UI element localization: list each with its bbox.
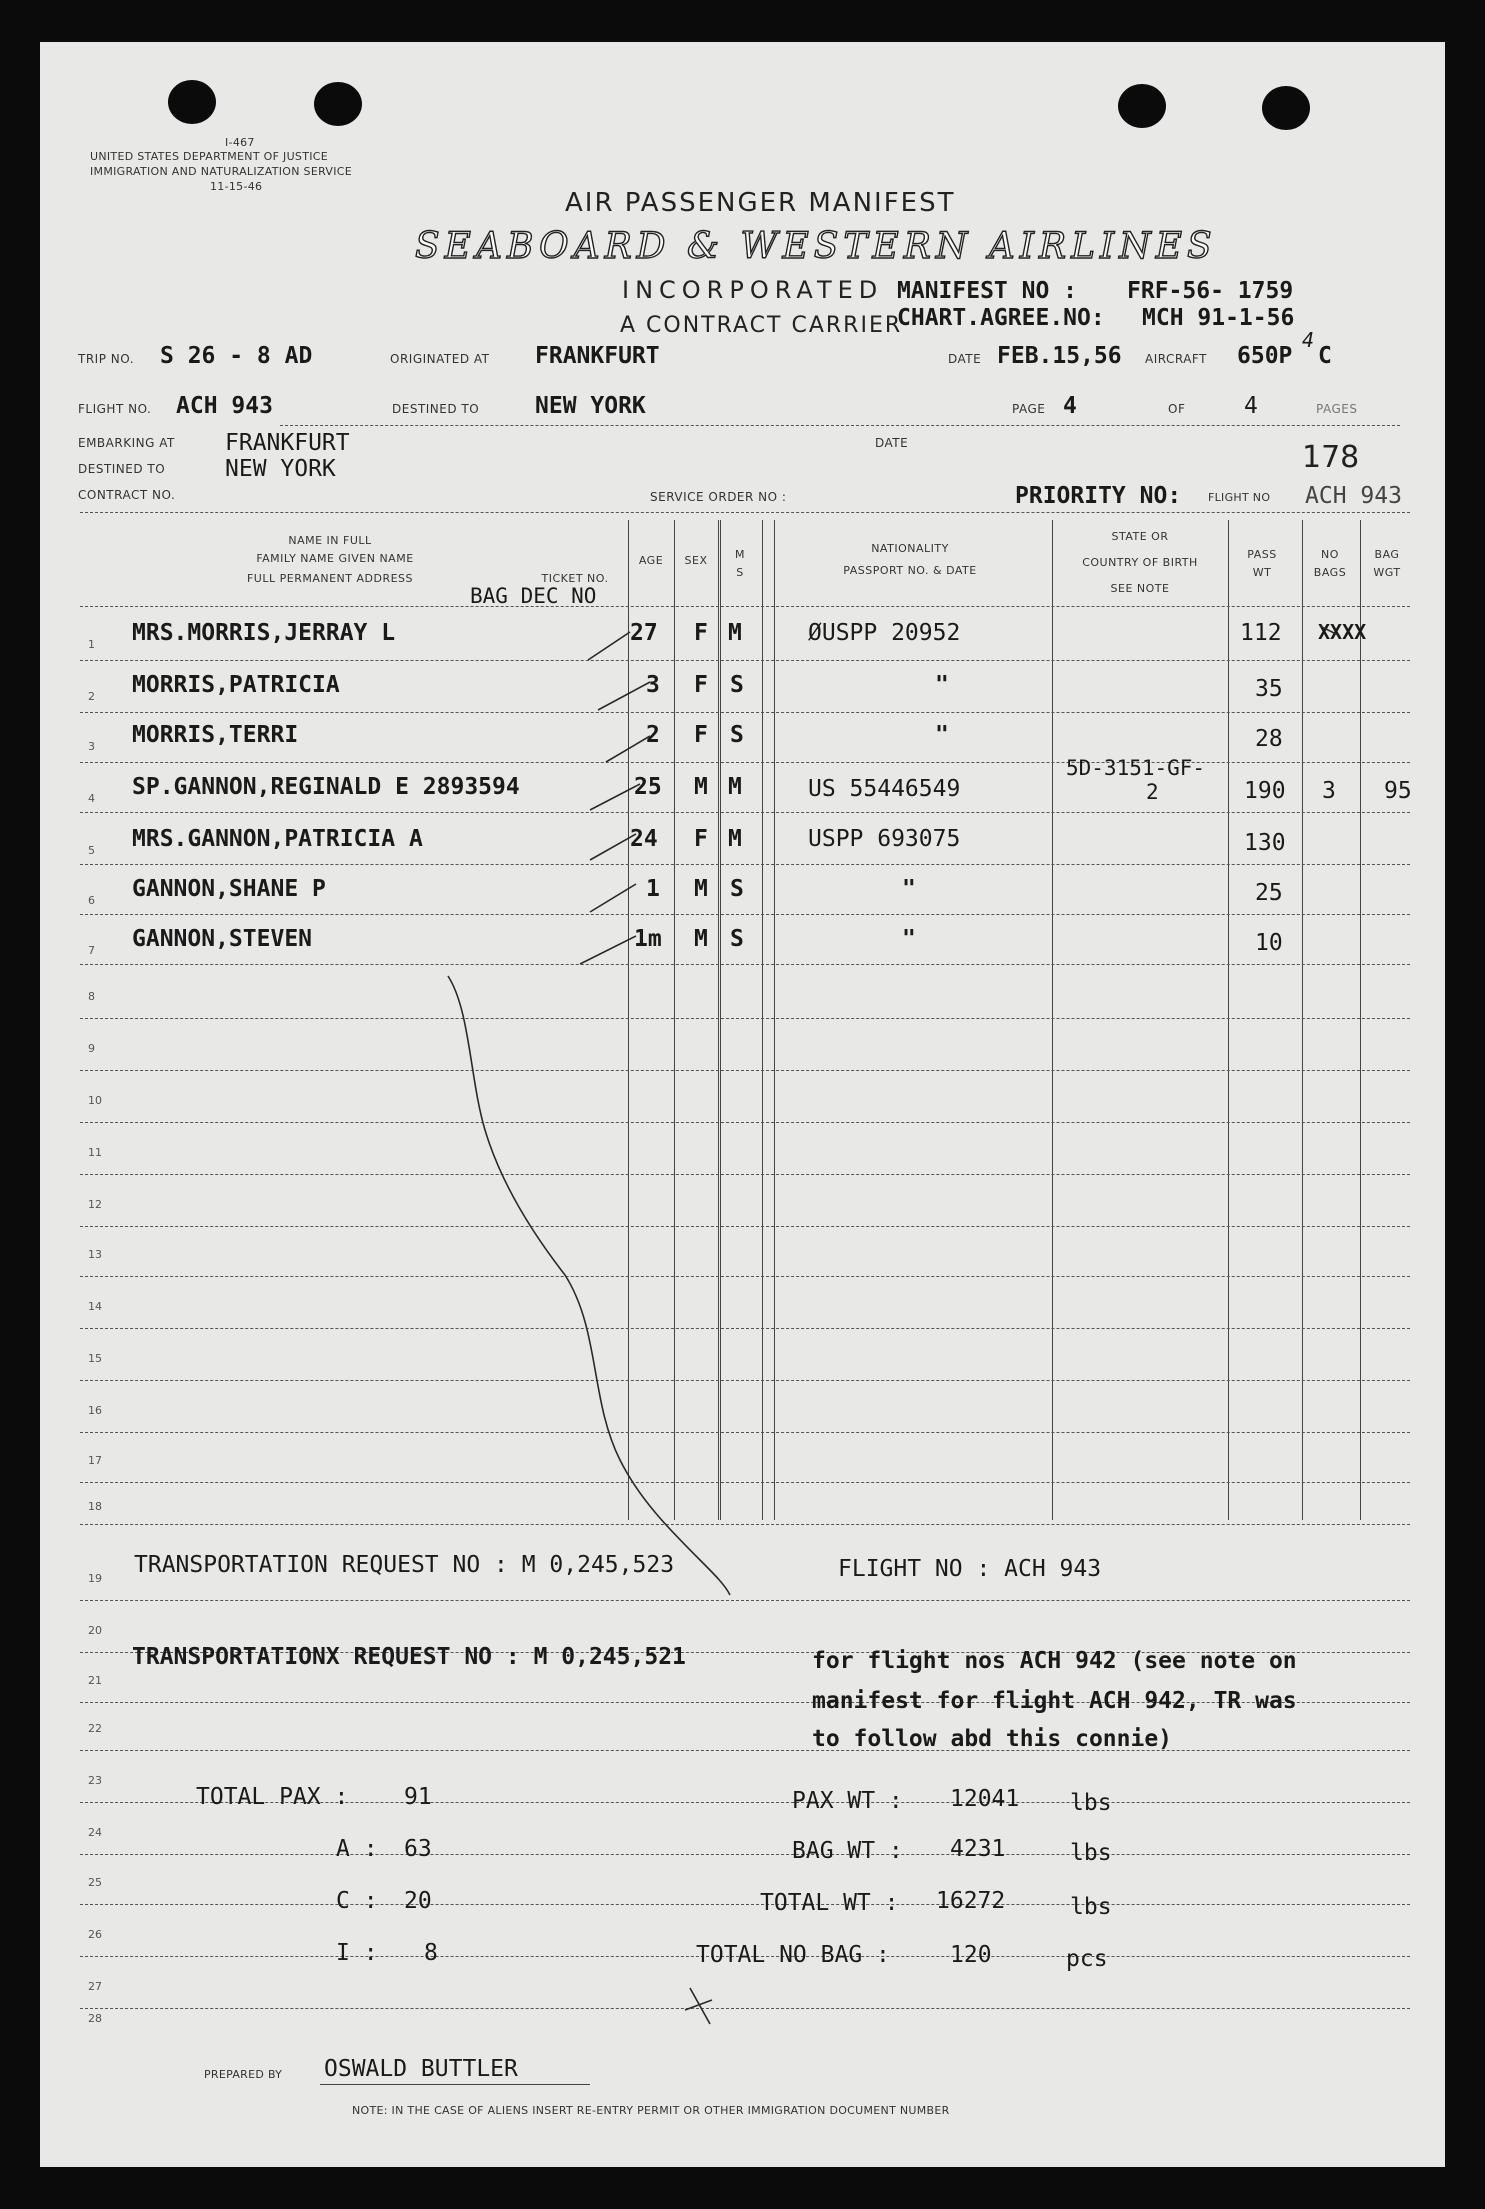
- passenger-weight: 28: [1255, 726, 1283, 752]
- bag-wt-label: BAG WT :: [792, 1838, 903, 1864]
- row-number: 21: [88, 1674, 102, 1687]
- flight-no-label: FLIGHT NO.: [78, 402, 152, 416]
- total-pages: 4: [1244, 393, 1258, 419]
- header-no-bags: NO: [1321, 548, 1339, 561]
- pen-tick: [590, 834, 636, 860]
- row-number: 2: [88, 690, 95, 703]
- passenger-bags: XXXX: [1318, 620, 1367, 644]
- passenger-passport: US 55446549: [808, 776, 961, 802]
- row-number: 14: [88, 1300, 102, 1313]
- incorporated-label: INCORPORATED: [622, 276, 884, 304]
- row-number: 27: [88, 1980, 102, 1993]
- department-name: UNITED STATES DEPARTMENT OF JUSTICE: [90, 150, 329, 163]
- pen-tick: [588, 632, 630, 660]
- destined2: NEW YORK: [225, 456, 336, 482]
- service-order-label: SERVICE ORDER NO :: [650, 490, 787, 504]
- contract-carrier-label: A CONTRACT CARRIER: [620, 313, 903, 338]
- prepared-by-label: PREPARED BY: [204, 2068, 283, 2081]
- header-ms-m: M: [735, 548, 745, 561]
- class-c-count: 20: [404, 1888, 432, 1914]
- passenger-marital: M: [728, 620, 742, 646]
- header-pass-wt: WT: [1252, 566, 1272, 579]
- priority-label: PRIORITY NO:: [1015, 483, 1182, 509]
- row-number: 13: [88, 1248, 102, 1261]
- aircraft: 650P: [1237, 343, 1293, 369]
- pen-tick: [606, 736, 650, 762]
- passenger-marital: S: [730, 926, 744, 952]
- manifest-no: FRF-56- 1759: [1127, 278, 1294, 304]
- passenger-sex: F: [694, 672, 708, 698]
- total-wt: 16272: [936, 1888, 1006, 1914]
- row-number: 7: [88, 944, 95, 957]
- passenger-sex: F: [694, 620, 708, 646]
- transportation-request-1-flight: FLIGHT NO : ACH 943: [838, 1556, 1102, 1582]
- date2-label: DATE: [875, 436, 909, 450]
- total-pax: 91: [404, 1784, 432, 1810]
- contract-label: CONTRACT NO.: [78, 488, 176, 502]
- passenger-passport: ": [935, 722, 949, 748]
- header-family-given: FAMILY NAME GIVEN NAME: [256, 552, 414, 565]
- passenger-name: MORRIS,PATRICIA: [132, 672, 340, 698]
- pen-cross: [685, 1988, 712, 2024]
- transportation-request-2: TRANSPORTATIONX REQUEST NO : M 0,245,521: [132, 1644, 686, 1670]
- passenger-name: GANNON,SHANE P: [132, 876, 326, 902]
- page-label: PAGE: [1012, 402, 1046, 416]
- passenger-age: 2: [646, 722, 660, 748]
- row-number: 6: [88, 894, 95, 907]
- tr2-note-line3: to follow abd this connie): [812, 1726, 1173, 1752]
- passenger-marital: M: [728, 826, 742, 852]
- header-bag-dec: BAG DEC NO: [470, 584, 597, 608]
- flight-no2: ACH 943: [1305, 483, 1402, 509]
- passenger-name: MRS.MORRIS,JERRAY L: [132, 620, 396, 646]
- passenger-marital: S: [730, 722, 744, 748]
- destined-to: NEW YORK: [535, 393, 646, 419]
- header-ticket: TICKET NO.: [541, 572, 609, 585]
- embarking-label: EMBARKING AT: [78, 436, 175, 450]
- passenger-name: MRS.GANNON,PATRICIA A: [132, 826, 423, 852]
- flight-no: ACH 943: [176, 393, 273, 419]
- passenger-sex: M: [694, 774, 708, 800]
- class-a-count: 63: [404, 1836, 432, 1862]
- passenger-age: 1m: [634, 926, 662, 952]
- passenger-sex: F: [694, 722, 708, 748]
- passenger-weight: 10: [1255, 930, 1283, 956]
- row-number: 11: [88, 1146, 102, 1159]
- pax-wt-label: PAX WT :: [792, 1788, 903, 1814]
- total-wt-label: TOTAL WT :: [760, 1890, 899, 1916]
- header-passport: PASSPORT NO. & DATE: [843, 564, 977, 577]
- manifest-no-label: MANIFEST NO :: [897, 278, 1078, 304]
- aircraft-label: AIRCRAFT: [1145, 352, 1207, 366]
- class-i-label: I :: [336, 1940, 378, 1966]
- bag-wt: 4231: [950, 1836, 1006, 1862]
- passenger-weight: 35: [1255, 676, 1283, 702]
- passenger-age: 3: [646, 672, 660, 698]
- row-number: 8: [88, 990, 95, 1003]
- passenger-passport: ": [935, 672, 949, 698]
- document-title: AIR PASSENGER MANIFEST: [565, 188, 956, 218]
- passenger-weight: 130: [1244, 830, 1286, 856]
- originated-label: ORIGINATED AT: [390, 352, 490, 366]
- transportation-request-1: TRANSPORTATION REQUEST NO : M 0,245,523: [134, 1552, 675, 1578]
- total-bag: 120: [950, 1942, 992, 1968]
- trip-no: S 26 - 8 AD: [160, 343, 313, 369]
- passenger-weight: 190: [1244, 778, 1286, 804]
- of-label: OF: [1168, 402, 1186, 416]
- total-bag-unit: pcs: [1066, 1946, 1108, 1972]
- row-number: 24: [88, 1826, 102, 1839]
- passenger-name: MORRIS,TERRI: [132, 722, 299, 748]
- row-number: 19: [88, 1572, 102, 1585]
- row-number: 4: [88, 792, 95, 805]
- aircraft-handwritten: 4: [1302, 328, 1315, 352]
- header-pass: PASS: [1247, 548, 1277, 561]
- row-number: 15: [88, 1352, 102, 1365]
- header-name-in-full: NAME IN FULL: [288, 534, 372, 547]
- passenger-passport: USPP 693075: [808, 826, 961, 852]
- pen-tick: [1320, 626, 1340, 636]
- header-sex: SEX: [684, 554, 708, 567]
- row-number: 22: [88, 1722, 102, 1735]
- header-ms-s: S: [736, 566, 744, 579]
- passenger-sex: M: [694, 876, 708, 902]
- passenger-age: 27: [630, 620, 658, 646]
- prepared-by: OSWALD BUTTLER: [324, 2056, 518, 2082]
- form-date: 11-15-46: [210, 180, 263, 193]
- pen-tick: [590, 884, 636, 912]
- class-a-label: A :: [336, 1836, 378, 1862]
- row-number: 10: [88, 1094, 102, 1107]
- pax-wt-unit: lbs: [1070, 1790, 1112, 1816]
- header-country-birth: COUNTRY OF BIRTH: [1082, 556, 1198, 569]
- row-number: 1: [88, 638, 95, 651]
- header-bag: BAG: [1374, 548, 1400, 561]
- form-number: I-467: [225, 136, 255, 149]
- pen-tick: [590, 784, 640, 810]
- pen-tick: [598, 682, 650, 710]
- date-label: DATE: [948, 352, 982, 366]
- passenger-age: 1: [646, 876, 660, 902]
- airline-name: SEABOARD & WESTERN AIRLINES: [415, 226, 1217, 267]
- header-bag-wgt: WGT: [1373, 566, 1401, 579]
- originated-at: FRANKFURT: [535, 343, 660, 369]
- manifest-date: FEB.15,56: [997, 343, 1122, 369]
- header-address: FULL PERMANENT ADDRESS: [246, 572, 414, 585]
- class-c-label: C :: [336, 1888, 378, 1914]
- row-number: 18: [88, 1500, 102, 1513]
- pen-tick: [580, 936, 636, 964]
- passenger-age: 25: [634, 774, 662, 800]
- page-number: 4: [1063, 393, 1077, 419]
- trip-no-label: TRIP NO.: [78, 352, 135, 366]
- passenger-weight: 25: [1255, 880, 1283, 906]
- row-number: 26: [88, 1928, 102, 1941]
- passenger-passport: ØUSPP 20952: [808, 620, 961, 646]
- header-see-note: SEE NOTE: [1110, 582, 1170, 595]
- row-number: 23: [88, 1774, 102, 1787]
- destined-label: DESTINED TO: [392, 402, 480, 416]
- row-number: 16: [88, 1404, 102, 1417]
- passenger-weight: 112: [1240, 620, 1282, 646]
- passenger-marital: M: [728, 774, 742, 800]
- passenger-age: 24: [630, 826, 658, 852]
- passenger-birth: 5D-3151-GF-: [1066, 756, 1206, 780]
- passenger-sex: F: [694, 826, 708, 852]
- chart-agree-no: MCH 91-1-56: [1142, 305, 1295, 331]
- passenger-passport: ": [902, 926, 916, 952]
- flight-no2-label: FLIGHT NO: [1208, 491, 1271, 504]
- row-number: 28: [88, 2012, 102, 2025]
- passenger-bags: 3: [1322, 778, 1336, 804]
- total-bag-label: TOTAL NO BAG :: [696, 1942, 890, 1968]
- aircraft-suffix: C: [1318, 343, 1332, 369]
- row-number: 3: [88, 740, 95, 753]
- row-number: 17: [88, 1454, 102, 1467]
- passenger-marital: S: [730, 672, 744, 698]
- total-pax-label: TOTAL PAX :: [196, 1784, 349, 1810]
- header-state-or: STATE OR: [1111, 530, 1169, 543]
- destined2-label: DESTINED TO: [78, 462, 166, 476]
- row-number: 25: [88, 1876, 102, 1889]
- bag-wt-unit: lbs: [1070, 1840, 1112, 1866]
- pen-curve: [448, 976, 730, 1595]
- passenger-birth-line2: 2: [1146, 780, 1159, 804]
- passenger-sex: M: [694, 926, 708, 952]
- total-wt-unit: lbs: [1070, 1894, 1112, 1920]
- header-nationality: NATIONALITY: [871, 542, 949, 555]
- passenger-marital: S: [730, 876, 744, 902]
- header-age: AGE: [638, 554, 664, 567]
- service-name: IMMIGRATION AND NATURALIZATION SERVICE: [90, 165, 353, 178]
- chart-agree-label: CHART.AGREE.NO:: [897, 305, 1105, 331]
- row-number: 5: [88, 844, 95, 857]
- tr2-note-line2: manifest for flight ACH 942, TR was: [812, 1688, 1297, 1714]
- passenger-bag-weight: 95: [1384, 778, 1412, 804]
- passenger-name: GANNON,STEVEN: [132, 926, 313, 952]
- row-number: 20: [88, 1624, 102, 1637]
- header-bags: BAGS: [1313, 566, 1347, 579]
- sheet-number: 178: [1302, 440, 1360, 475]
- passenger-name: SP.GANNON,REGINALD E 2893594: [132, 774, 520, 800]
- pax-wt: 12041: [950, 1786, 1020, 1812]
- tr2-note-line1: for flight nos ACH 942 (see note on: [812, 1648, 1297, 1674]
- footer-note: NOTE: IN THE CASE OF ALIENS INSERT RE-ENTRY PERMIT OR OTHER IMMIGRATION DOCUMENT NUMBER: [352, 2104, 950, 2117]
- pages-label: PAGES: [1316, 402, 1358, 416]
- passenger-passport: ": [902, 876, 916, 902]
- embarking-at: FRANKFURT: [225, 430, 350, 456]
- row-number: 12: [88, 1198, 102, 1211]
- row-number: 9: [88, 1042, 95, 1055]
- class-i-count: 8: [424, 1940, 438, 1966]
